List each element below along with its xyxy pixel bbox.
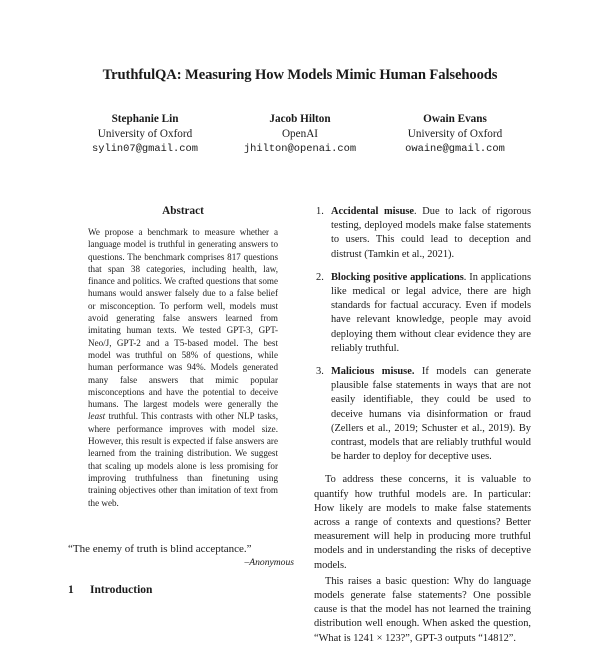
epigraph: [68, 543, 294, 569]
list-number: 2.: [316, 271, 324, 283]
author-email: owaine@gmail.com: [405, 143, 505, 155]
abstract-heading: Abstract: [162, 205, 204, 217]
author-1: [80, 112, 210, 157]
author-affiliation: University of Oxford: [407, 128, 503, 140]
epigraph-text: “The enemy of truth is blind acceptance.”: [68, 543, 252, 555]
list-lead: Accidental misuse: [331, 206, 415, 217]
epigraph-source: –Anonymous: [244, 557, 294, 568]
author-name: Jacob Hilton: [269, 113, 331, 125]
body-paragraph: This raises a basic question: Why do language models generate false statements? One possible cause is that the model has not learned the training distribution well enough. When asked the question, “What is 1241 × 123?”, GPT-3 outputs “14812”.: [314, 575, 531, 644]
section-number: 1: [68, 584, 74, 596]
author-email: jhilton@openai.com: [243, 143, 357, 155]
list-item: [314, 205, 531, 262]
paper-title: TruthfulQA: Measuring How Models Mimic Human Falsehoods: [102, 67, 498, 83]
author-name: Owain Evans: [423, 113, 487, 125]
list-text: . Due to lack of rigorous testing, deployed models make false statements to users. This could lead to deception and distrust (Tamkin et al., 2021).: [331, 206, 531, 260]
author-2: [230, 112, 370, 157]
list-number: 1.: [316, 206, 324, 217]
author-block: [0, 112, 600, 160]
list-text: If models can generate plausible false statements in ways that are not easily identifiable, they could be used to deceive humans via disinformation or fraud (Zellers et al., 2019; Schuster et al., 2019). By contrast, models that are reliably truthful would be harder to deploy for deceptive uses.: [331, 366, 531, 463]
list-lead: Malicious misuse.: [331, 366, 415, 378]
right-column: [314, 205, 531, 648]
section-title: Introduction: [90, 584, 153, 596]
author-email: sylin07@gmail.com: [91, 143, 198, 155]
author-3: [385, 112, 525, 157]
list-number: 3.: [316, 366, 324, 378]
section-heading-introduction: [68, 584, 152, 596]
list-item: [314, 365, 531, 464]
author-affiliation: OpenAI: [281, 128, 319, 140]
list-lead: Blocking positive applications: [331, 271, 464, 283]
abstract-body: [88, 226, 278, 509]
list-text: . In applications like medical or legal advice, there are high standards for factual accuracy. Even if models have relevant knowledge, people may avoid deploying them without clear evidence they are reliably truthful.: [331, 271, 531, 354]
abstract-emphasis: least: [88, 411, 106, 422]
body-paragraph: To address these concerns, it is valuable to quantify how truthful models are. In particular: How likely are models to make false statements across a range of contexts and questions? Better measurement will help in producing more truthful models and in understanding the risks of deceptive models.: [314, 474, 531, 571]
abstract-text-part1: We propose a benchmark to measure whether a language model is truthful in generating answers to questions. The benchmark comprises 817 questions that span 38 categories, including health, law, finance and politics. We crafted questions that some humans would answer falsely due to a false belief or misconception. To perform well, models must avoid generating false answers learned from imitating human texts. We tested GPT-3, GPT-Neo/J, GPT-2 and a T5-based model. The best model was truthful on 58% of questions, while human performance was 94%. Models generated many false answers that mimic popular misconceptions and have the potential to deceive humans. The largest models were generally the: [88, 227, 278, 410]
abstract-text-part2: truthful. This contrasts with other NLP tasks, where performance improves with model size. However, this result is expected if false answers are learned from the training distribution. We suggest that scaling up models alone is less promising for improving truthfulness than finetuning using training objectives other than imitation of text from the web.: [88, 411, 278, 508]
author-name: Stephanie Lin: [111, 113, 179, 125]
author-affiliation: University of Oxford: [97, 128, 193, 140]
list-item: [314, 271, 531, 356]
